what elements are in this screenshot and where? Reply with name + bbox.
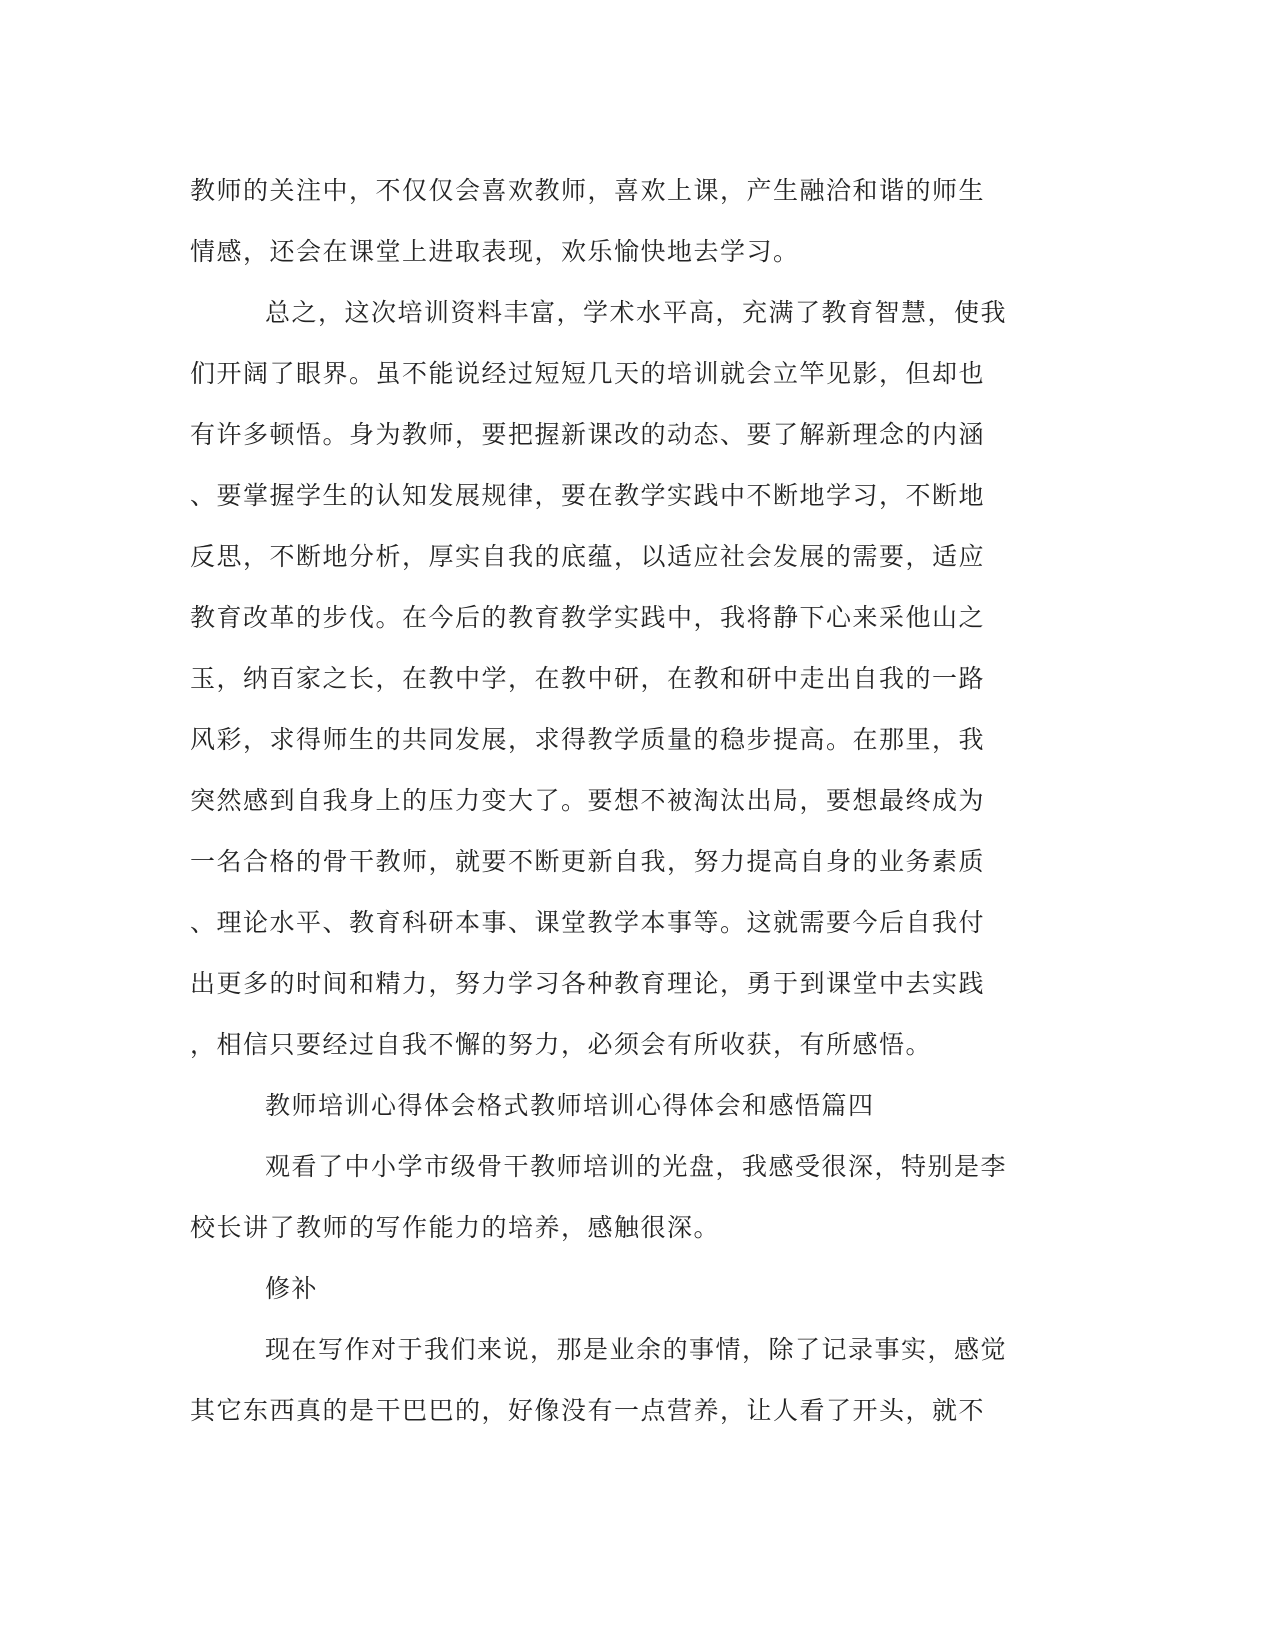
text-line: 、要掌握学生的认知发展规律，要在教学实践中不断地学习，不断地: [190, 481, 986, 510]
text-line: 现在写作对于我们来说，那是业余的事情，除了记录事实，感觉: [265, 1335, 1008, 1364]
text-line: 有许多顿悟。身为教师，要把握新课改的动态、要了解新理念的内涵: [190, 420, 986, 449]
text-line: 校长讲了教师的写作能力的培养，感触很深。: [190, 1213, 721, 1242]
text-line: 反思，不断地分析，厚实自我的底蕴，以适应社会发展的需要，适应: [190, 542, 986, 571]
text-line: 观看了中小学市级骨干教师培训的光盘，我感受很深，特别是李: [265, 1152, 1008, 1181]
paragraph-5: [190, 1319, 1085, 1441]
text-line: ，相信只要经过自我不懈的努力，必须会有所收获，有所感悟。: [190, 1030, 933, 1059]
document-body: [190, 160, 1085, 1441]
text-line: 总之，这次培训资料丰富，学术水平高，充满了教育智慧，使我: [265, 298, 1008, 327]
text-line: 情感，还会在课堂上进取表现，欢乐愉快地去学习。: [190, 237, 800, 266]
text-line: 出更多的时间和精力，努力学习各种教育理论，勇于到课堂中去实践: [190, 969, 986, 998]
text-line: 其它东西真的是干巴巴的，好像没有一点营养，让人看了开头，就不: [190, 1396, 986, 1425]
text-line: 教师的关注中，不仅仅会喜欢教师，喜欢上课，产生融洽和谐的师生: [190, 176, 986, 205]
text-line: 风彩，求得师生的共同发展，求得教学质量的稳步提高。在那里，我: [190, 725, 986, 754]
paragraph-4: [190, 1258, 1085, 1319]
text-line: 、理论水平、教育科研本事、课堂教学本事等。这就需要今后自我付: [190, 908, 986, 937]
paragraph-2: [190, 282, 1085, 1075]
paragraph-3: [190, 1136, 1085, 1258]
text-line: 修补: [265, 1274, 319, 1303]
text-line: 一名合格的骨干教师，就要不断更新自我，努力提高自身的业务素质: [190, 847, 986, 876]
paragraph-1: [190, 160, 1085, 282]
heading-text: 教师培训心得体会格式教师培训心得体会和感悟篇四: [265, 1091, 875, 1120]
text-line: 突然感到自我身上的压力变大了。要想不被淘汰出局，要想最终成为: [190, 786, 986, 815]
text-line: 们开阔了眼界。虽不能说经过短短几天的培训就会立竿见影，但却也: [190, 359, 986, 388]
section-heading: [190, 1075, 1085, 1136]
text-line: 教育改革的步伐。在今后的教育教学实践中，我将静下心来采他山之: [190, 603, 986, 632]
text-line: 玉，纳百家之长，在教中学，在教中研，在教和研中走出自我的一路: [190, 664, 986, 693]
